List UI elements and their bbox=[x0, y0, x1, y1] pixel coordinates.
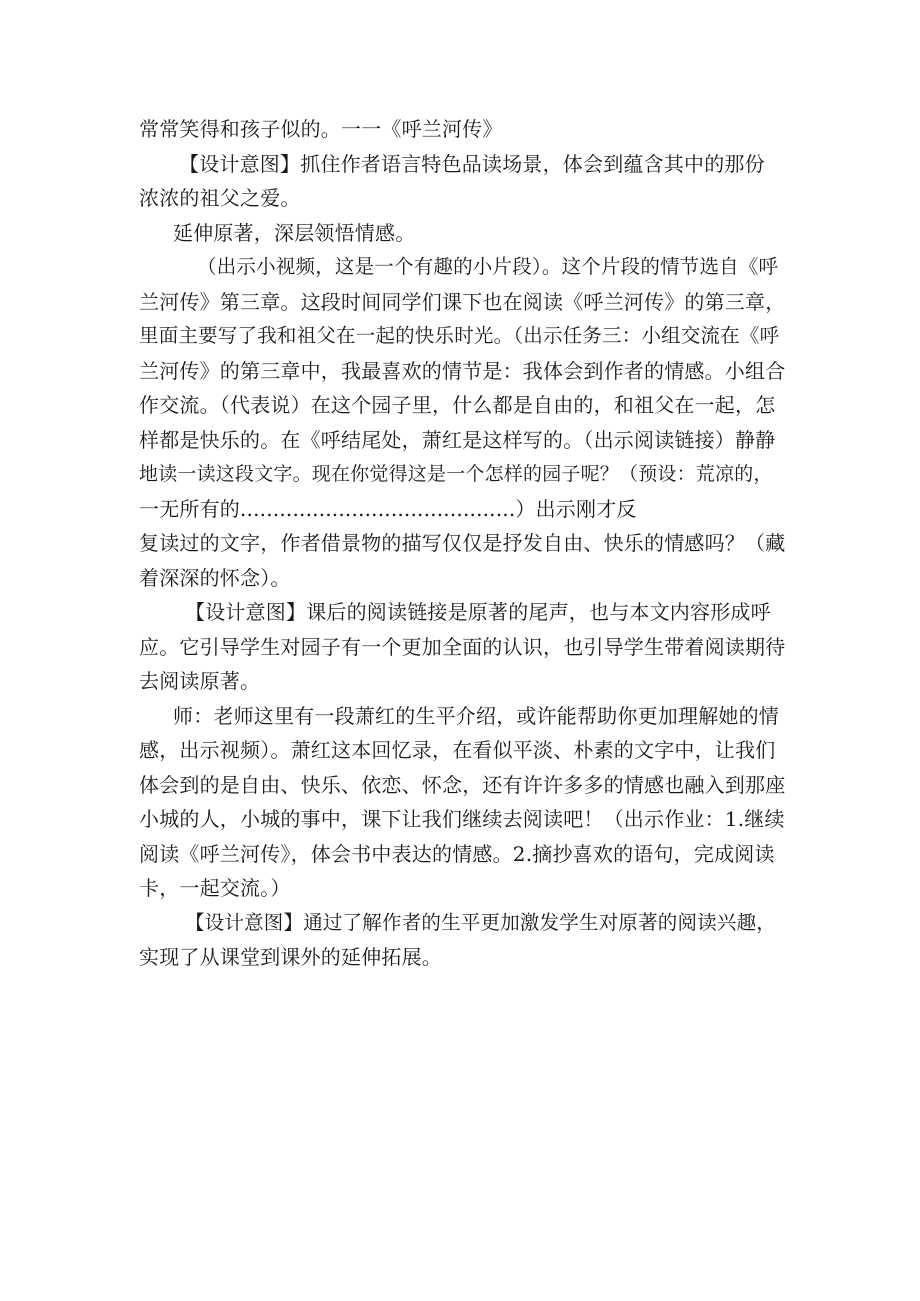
document-page bbox=[139, 112, 787, 975]
text-line: 阅读《呼兰河传》，体会书中表达的情感。2.摘抄喜欢的语句，完成阅读 bbox=[139, 841, 775, 866]
text-line: 实现了从课堂到课外的延伸拓展。 bbox=[139, 945, 442, 969]
text-line: 里面主要写了我和祖父在一起的快乐时光。（出示任务三：小组交流在《呼 bbox=[139, 324, 780, 347]
design-intent-line: 【设计意图】抓住作者语言特色品读场景，体会到蕴含其中的那份 bbox=[179, 151, 765, 176]
text-line: 着深深的怀念）。 bbox=[139, 565, 291, 590]
text-line: 卡，一起交流。） bbox=[139, 876, 291, 900]
design-intent-line: 【设计意图】课后的阅读链接是原著的尾声，也与本文内容形成呼 bbox=[185, 600, 771, 624]
text-line: 兰河传》第三章。这段时间同学们课下也在阅读《呼兰河传》的第三章， bbox=[139, 289, 786, 314]
text-line: 应。它引导学生对园子有一个更加全面的认识，也引导学生带着阅读期待 bbox=[139, 634, 786, 659]
text-line: 一无所有的..........................................）出示刚才反 bbox=[139, 496, 637, 521]
text-line: 样都是快乐的。在《呼结尾处，萧红是这样写的。（出示阅读链接）静静 bbox=[139, 427, 776, 452]
text-line: 地读一读这段文字。现在你觉得这是一个怎样的园子呢？（预设：荒凉的， bbox=[139, 463, 773, 485]
teacher-line: 师：老师这里有一段萧红的生平介绍，或许能帮助你更加理解她的情 bbox=[173, 703, 779, 728]
text-line: 感，出示视频）。萧红这本回忆录，在看似平淡、朴素的文字中，让我们 bbox=[139, 738, 776, 762]
text-line: 作交流。（代表说）在这个园子里，什么都是自由的，和祖父在一起，怎 bbox=[139, 393, 776, 417]
text-line: 小城的人，小城的事中，课下让我们继续去阅读吧！（出示作业：1.继续 bbox=[139, 807, 785, 831]
text-line: 兰河传》的第三章中，我最喜欢的情节是：我体会到作者的情感。小组合 bbox=[139, 358, 786, 383]
text-line: （出示小视频，这是一个有趣的小片段）。这个片段的情节选自《呼 bbox=[197, 255, 779, 278]
section-heading: 延伸原著，深层领悟情感。 bbox=[173, 220, 416, 245]
text-line: 体会到的是自由、快乐、依恋、怀念，还有许许多多的情感也融入到那座 bbox=[139, 772, 786, 797]
text-line: 常常笑得和孩子似的。一一《呼兰河传》 bbox=[139, 117, 503, 141]
design-intent-line: 【设计意图】通过了解作者的生平更加激发学生对原著的阅读兴趣， bbox=[185, 910, 777, 934]
text-line: 复读过的文字，作者借景物的描写仅仅是抒发自由、快乐的情感吗？（藏 bbox=[139, 531, 786, 555]
text-line: 浓浓的祖父之爱。 bbox=[139, 186, 301, 210]
text-line: 去阅读原著。 bbox=[139, 669, 261, 693]
